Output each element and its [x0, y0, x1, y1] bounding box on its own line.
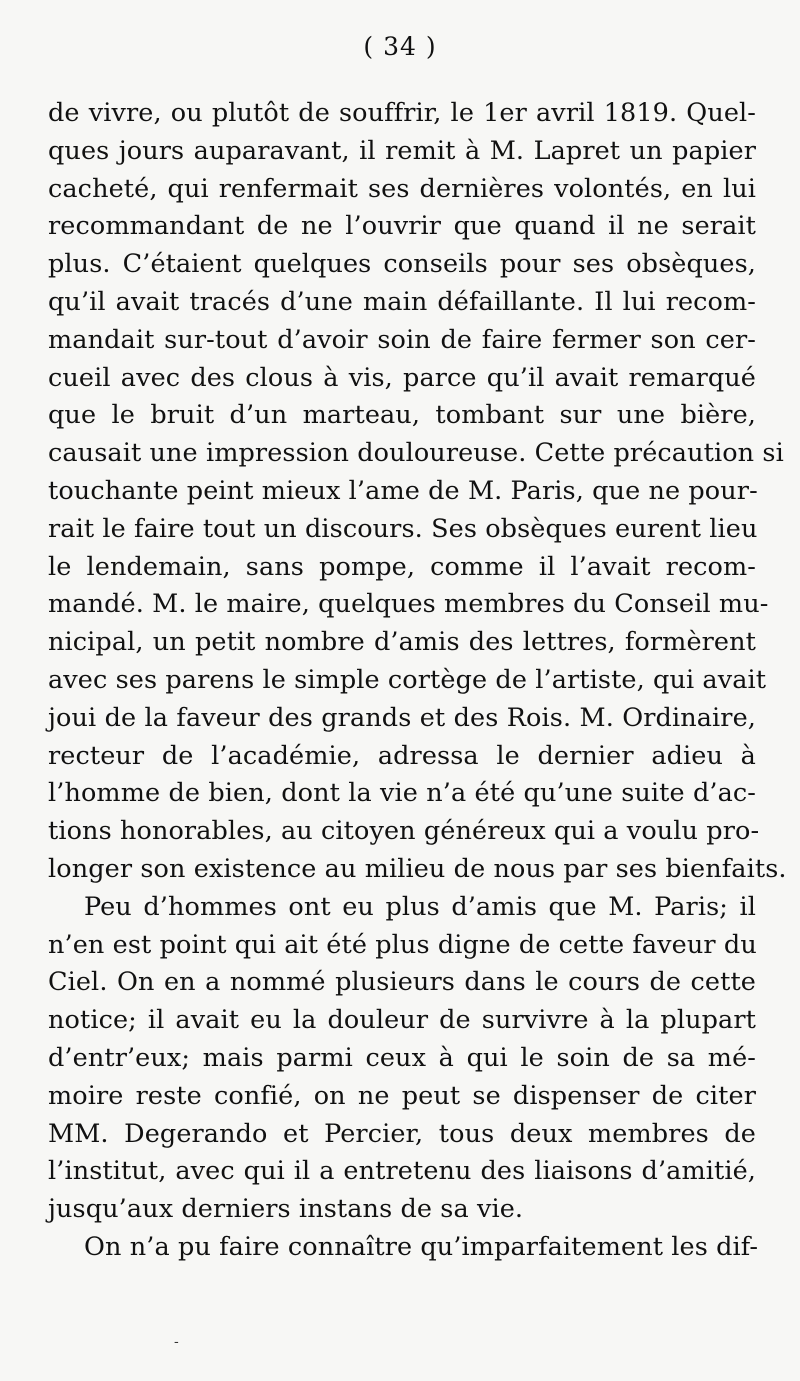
text-line: n’en est point qui ait été plus digne de cette faveur du: [48, 929, 757, 960]
text-line: causait une impression douloureuse. Cette précaution si: [48, 438, 784, 469]
text-line: Peu d’hommes ont eu plus d’amis que M. Paris; il: [84, 891, 756, 922]
text-line: longer son existence au milieu de nous par ses bienfaits.: [48, 853, 787, 884]
text-line: On n’a pu faire connaître qu’imparfaitement les dif-: [84, 1231, 759, 1262]
text-line: ques jours auparavant, il remit à M. Lapret un papier: [48, 135, 756, 166]
text-line: joui de la faveur des grands et des Rois. M. Ordinaire,: [48, 702, 756, 733]
text-line: que le bruit d’un marteau, tombant sur une bière,: [48, 400, 756, 431]
text-line: de vivre, ou plutôt de souffrir, le 1er avril 1819. Quel-: [48, 98, 756, 128]
text-line: le lendemain, sans pompe, comme il l’avait recom-: [48, 551, 756, 582]
text-line: mandait sur-tout d’avoir soin de faire fermer son cer-: [48, 324, 756, 355]
text-line: notice; il avait eu la douleur de survivre à la plupart: [48, 1005, 756, 1036]
text-line: Ciel. On en a nommé plusieurs dans le cours de cette: [48, 967, 756, 998]
text-line: plus. C’étaient quelques conseils pour ses obsèques,: [48, 249, 756, 280]
text-line: avec ses parens le simple cortège de l’artiste, qui avait: [48, 664, 767, 695]
text-line: moire reste confié, on ne peut se dispenser de citer: [48, 1080, 756, 1111]
footer-mark: -: [174, 1334, 179, 1350]
text-line: rait le faire tout un discours. Ses obsèques eurent lieu: [48, 513, 758, 544]
text-line: qu’il avait tracés d’une main défaillante. Il lui recom-: [48, 286, 756, 317]
body-text: [48, 95, 787, 1267]
page-number: ( 34 ): [363, 32, 437, 61]
text-line: l’homme de bien, dont la vie n’a été qu’une suite d’ac-: [48, 778, 756, 809]
text-line: nicipal, un petit nombre d’amis des lettres, formèrent: [48, 627, 756, 658]
text-line: cueil avec des clous à vis, parce qu’il avait remarqué: [48, 362, 756, 393]
text-line: recteur de l’académie, adressa le dernier adieu à: [48, 740, 756, 771]
text-line: cacheté, qui renfermait ses dernières volontés, en lui: [48, 173, 756, 204]
text-line: mandé. M. le maire, quelques membres du Conseil mu-: [48, 589, 769, 620]
text-line: MM. Degerando et Percier, tous deux membres de: [48, 1118, 756, 1149]
text-line: jusqu’aux derniers instans de sa vie.: [48, 1194, 524, 1225]
text-line: l’institut, avec qui il a entretenu des liaisons d’amitié,: [48, 1156, 756, 1187]
text-line: d’entr’eux; mais parmi ceux à qui le soin de sa mé-: [48, 1042, 756, 1073]
text-line: recommandant de ne l’ouvrir que quand il ne serait: [48, 211, 756, 242]
text-line: tions honorables, au citoyen généreux qui a voulu pro-: [48, 816, 760, 847]
text-line: touchante peint mieux l’ame de M. Paris, que ne pour-: [48, 475, 758, 506]
